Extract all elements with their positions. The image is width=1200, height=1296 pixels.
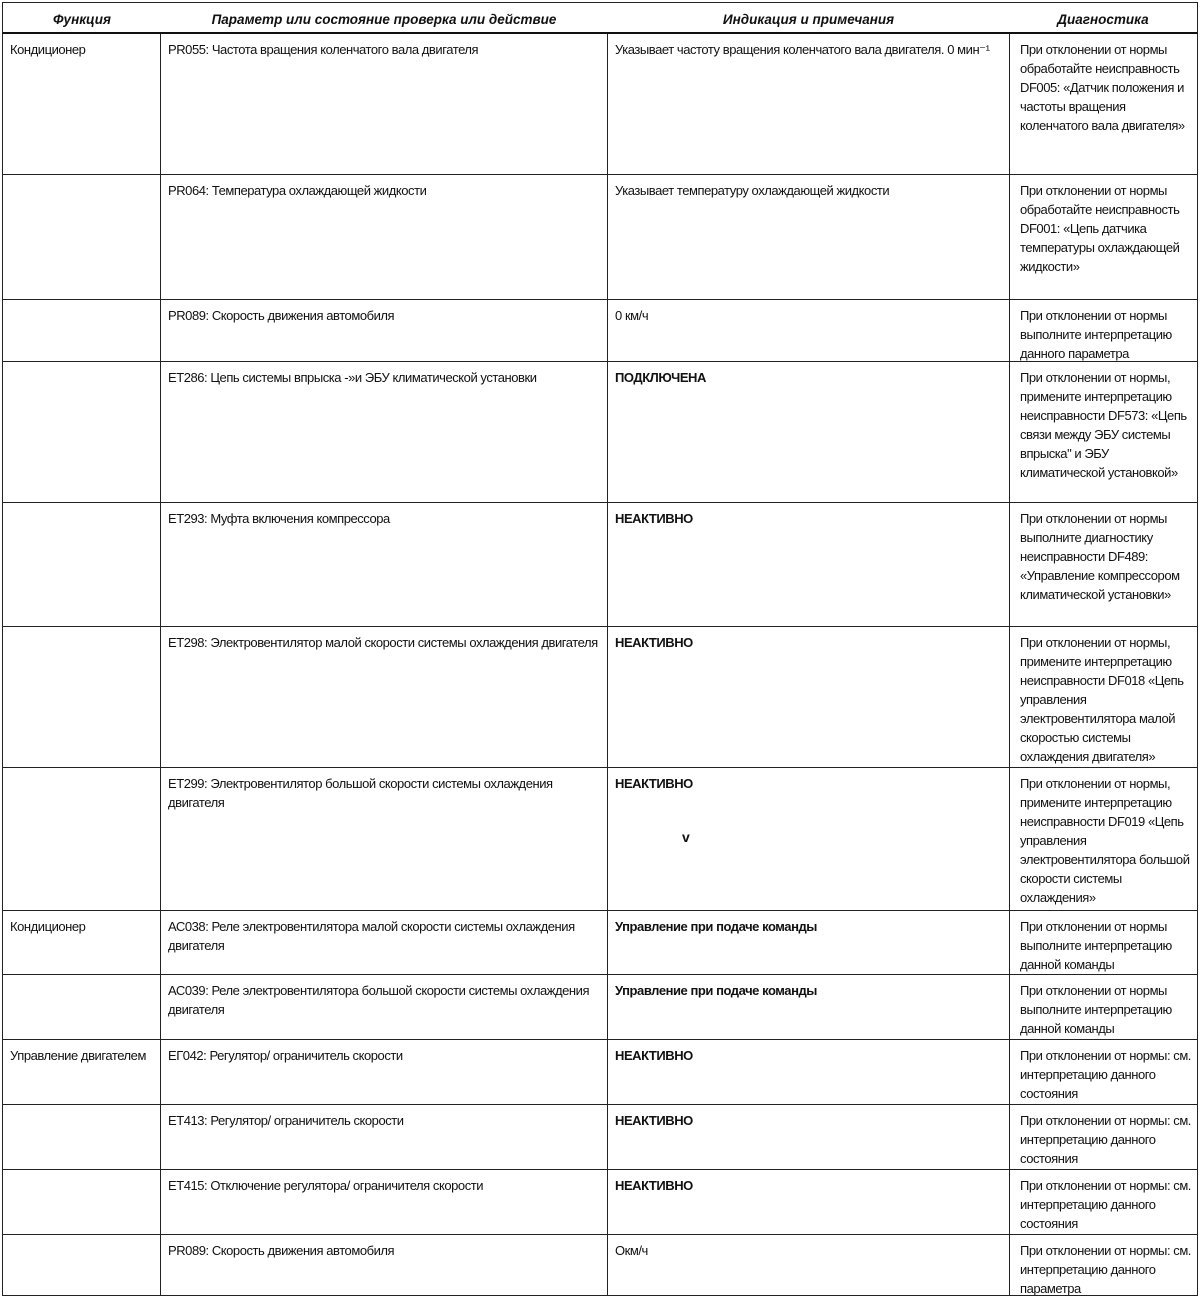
parameter-cell: PR064: Температура охлаждающей жидкости	[160, 175, 607, 299]
header-diagnostics: Диагностика	[1057, 12, 1149, 27]
diagnostics-cell: При отклонении от нормы: см. интерпретацию данного состояния	[1009, 1105, 1197, 1169]
diagnostics-cell: При отклонении от нормы выполните интерпретацию данного параметра	[1009, 300, 1197, 361]
diagnostics-cell: При отклонении от нормы выполните интерпретацию данной команды	[1009, 911, 1197, 974]
indication-cell: НЕАКТИВНО	[607, 503, 1009, 626]
indication-cell: НЕАКТИВНО	[607, 1170, 1009, 1234]
diagnostics-cell: При отклонении от нормы обработайте неисправность DF005: «Датчик положения и частоты вращения коленчатого вала двигателя»	[1009, 34, 1197, 174]
function-cell	[3, 175, 160, 299]
table-header	[2, 2, 1198, 34]
table-row	[2, 299, 1198, 361]
diagnostics-cell: При отклонении от нормы, примените интерпретацию неисправности DF019 «Цепь управления электровентилятора большой скорости системы охлаждения»	[1009, 768, 1197, 910]
parameter-cell: ЕТ415: Отключение регулятора/ ограничителя скорости	[160, 1170, 607, 1234]
indication-cell: НЕАКТИВНО	[607, 627, 1009, 767]
header-indication: Индикация и примечания	[722, 12, 895, 27]
header-parameter: Параметр или состояние проверка или действие	[211, 12, 557, 27]
indication-cell: Управление при подаче команды	[607, 911, 1009, 974]
indication-cell: НЕАКТИВНО	[607, 1040, 1009, 1104]
header-function: Функция	[53, 12, 111, 27]
table-row	[2, 174, 1198, 299]
diagnostic-table	[2, 2, 1198, 1296]
parameter-cell: АС039: Реле электровентилятора большой скорости системы охлаждения двигателя	[160, 975, 607, 1039]
table-row	[2, 361, 1198, 502]
diagnostics-cell: При отклонении от нормы обработайте неисправность DF001: «Цепь датчика температуры охлаждающей жидкости»	[1009, 175, 1197, 299]
table-row	[2, 1104, 1198, 1169]
parameter-cell: ЕТ286: Цепь системы впрыска -»и ЭБУ климатической установки	[160, 362, 607, 502]
diagnostics-cell: При отклонении от нормы: см. интерпретацию данного состояния	[1009, 1040, 1197, 1104]
function-cell: Кондиционер	[10, 919, 86, 934]
function-cell	[3, 768, 160, 910]
function-cell	[3, 300, 160, 361]
indication-cell: Указывает температуру охлаждающей жидкости	[607, 175, 1009, 299]
table-row	[2, 34, 1198, 174]
table-row	[2, 502, 1198, 626]
function-cell: Управление двигателем	[10, 1048, 146, 1063]
diagnostics-cell: При отклонении от нормы, примените интерпретацию неисправности DF573: «Цепь связи между ЭБУ системы впрыска" и ЭБУ климатической установкой»	[1009, 362, 1197, 502]
function-cell	[3, 1235, 160, 1295]
parameter-cell: ЕТ299: Электровентилятор большой скорости системы охлаждения двигателя	[160, 768, 607, 910]
indication-value: НЕАКТИВНО	[615, 776, 693, 791]
table-row	[2, 767, 1198, 910]
function-cell: Кондиционер	[10, 42, 86, 57]
indication-cell: 0 км/ч	[607, 300, 1009, 361]
function-cell	[3, 975, 160, 1039]
function-cell	[3, 503, 160, 626]
diagnostics-cell: При отклонении от нормы, примените интерпретацию неисправности DF018 «Цепь управления электровентилятора малой скоростью системы охлаждения двигателя»	[1009, 627, 1197, 767]
diagnostics-cell: При отклонении от нормы выполните диагностику неисправности DF489: «Управление компрессором климатической установки»	[1009, 503, 1197, 626]
table-row	[2, 910, 1198, 974]
function-cell	[3, 1105, 160, 1169]
table-row	[2, 974, 1198, 1039]
parameter-cell: ЕТ298: Электровентилятор малой скорости системы охлаждения двигателя	[160, 627, 607, 767]
table-row	[2, 626, 1198, 767]
indication-cell: Указывает частоту вращения коленчатого вала двигателя. 0 мин⁻¹	[607, 34, 1009, 174]
parameter-cell: ЕГ042: Регулятор/ ограничитель скорости	[160, 1040, 607, 1104]
parameter-cell: PR089: Скорость движения автомобиля	[160, 1235, 607, 1295]
table-row	[2, 1234, 1198, 1296]
table-row	[2, 1039, 1198, 1104]
parameter-cell: PR055: Частота вращения коленчатого вала двигателя	[160, 34, 607, 174]
function-cell	[3, 1170, 160, 1234]
function-cell	[3, 362, 160, 502]
diagnostics-cell: При отклонении от нормы: см. интерпретацию данного параметра	[1009, 1235, 1197, 1295]
indication-cell: ПОДКЛЮЧЕНА	[607, 362, 1009, 502]
parameter-cell: PR089: Скорость движения автомобиля	[160, 300, 607, 361]
check-mark: v	[682, 829, 690, 845]
diagnostics-cell: При отклонении от нормы: см. интерпретацию данного состояния	[1009, 1170, 1197, 1234]
indication-cell: Управление при подаче команды	[607, 975, 1009, 1039]
indication-cell: Окм/ч	[607, 1235, 1009, 1295]
parameter-cell: АС038: Реле электровентилятора малой скорости системы охлаждения двигателя	[160, 911, 607, 974]
parameter-cell: ЕТ293: Муфта включения компрессора	[160, 503, 607, 626]
table-row	[2, 1169, 1198, 1234]
parameter-cell: ЕТ413: Регулятор/ ограничитель скорости	[160, 1105, 607, 1169]
diagnostics-cell: При отклонении от нормы выполните интерпретацию данной команды	[1009, 975, 1197, 1039]
indication-cell	[607, 768, 1009, 910]
indication-cell: НЕАКТИВНО	[607, 1105, 1009, 1169]
function-cell	[3, 627, 160, 767]
